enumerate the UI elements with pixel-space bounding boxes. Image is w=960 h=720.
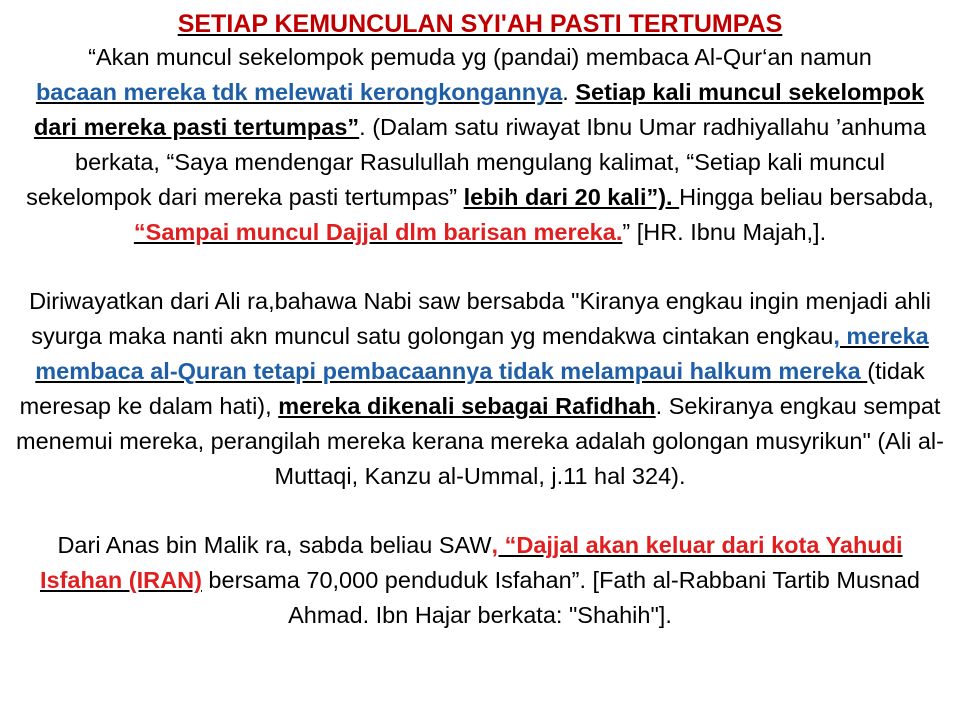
bold-underline-highlight: mereka dikenali sebagai Rafidhah	[278, 393, 656, 419]
paragraph-gap	[14, 494, 946, 528]
paragraph-gap	[14, 250, 946, 284]
text-segment: bersama 70,000 penduduk Isfahan”. [Fath al-Rabbani Tartib Musnad Ahmad. Ibn Hajar berkata: "Shahih"].	[201, 567, 920, 628]
page-title: SETIAP KEMUNCULAN SYI'AH PASTI TERTUMPAS	[177, 10, 783, 38]
text-segment: Hingga beliau bersabda,	[679, 184, 934, 210]
blue-highlight: , mereka membaca al-Quran tetapi pembacaannya tidak melampaui halkum mereka	[35, 323, 929, 384]
text-segment: . Sekiranya engkau sempat menemui mereka, perangilah mereka kerana mereka adalah golongan musyrikun" (Ali al-Muttaqi, Kanzu al-Ummal, j.11 hal 324).	[16, 393, 944, 489]
text-segment: (tidak meresap ke dalam hati),	[19, 358, 925, 419]
text-segment: ” [HR. Ibnu Majah,].	[622, 219, 827, 245]
text-segment: “Akan muncul sekelompok pemuda yg (pandai) membaca Al-Qur‘an namun	[88, 44, 872, 70]
bold-underline-highlight: lebih dari 20 kali”).	[463, 184, 680, 210]
hadith-paragraph-3	[14, 528, 946, 633]
text-segment: .	[562, 79, 576, 105]
blue-highlight: bacaan mereka tdk melewati kerongkongannya	[35, 79, 563, 105]
bold-underline-highlight: Setiap kali muncul sekelompok dari mereka pasti tertumpas”	[33, 79, 925, 140]
red-highlight: , “Dajjal akan keluar dari kota Yahudi Isfahan (IRAN)	[40, 532, 903, 593]
text-segment: Dari Anas bin Malik ra, sabda beliau SAW	[57, 532, 492, 558]
text-segment: Diriwayatkan dari Ali ra,bahawa Nabi saw bersabda "Kiranya engkau ingin menjadi ahli syurga maka nanti akn muncul satu golongan yg mendakwa cintakan engkau	[29, 288, 931, 349]
red-highlight: “Sampai muncul Dajjal dlm barisan mereka.	[133, 219, 623, 245]
hadith-paragraph-1	[14, 40, 946, 250]
text-segment: . (Dalam satu riwayat Ibnu Umar radhiyallahu ’anhuma berkata, “Saya mendengar Rasulullah mengulang kalimat, “Setiap kali muncul sekelompok dari mereka pasti tertumpas”	[26, 114, 927, 210]
hadith-paragraph-2	[14, 284, 946, 494]
